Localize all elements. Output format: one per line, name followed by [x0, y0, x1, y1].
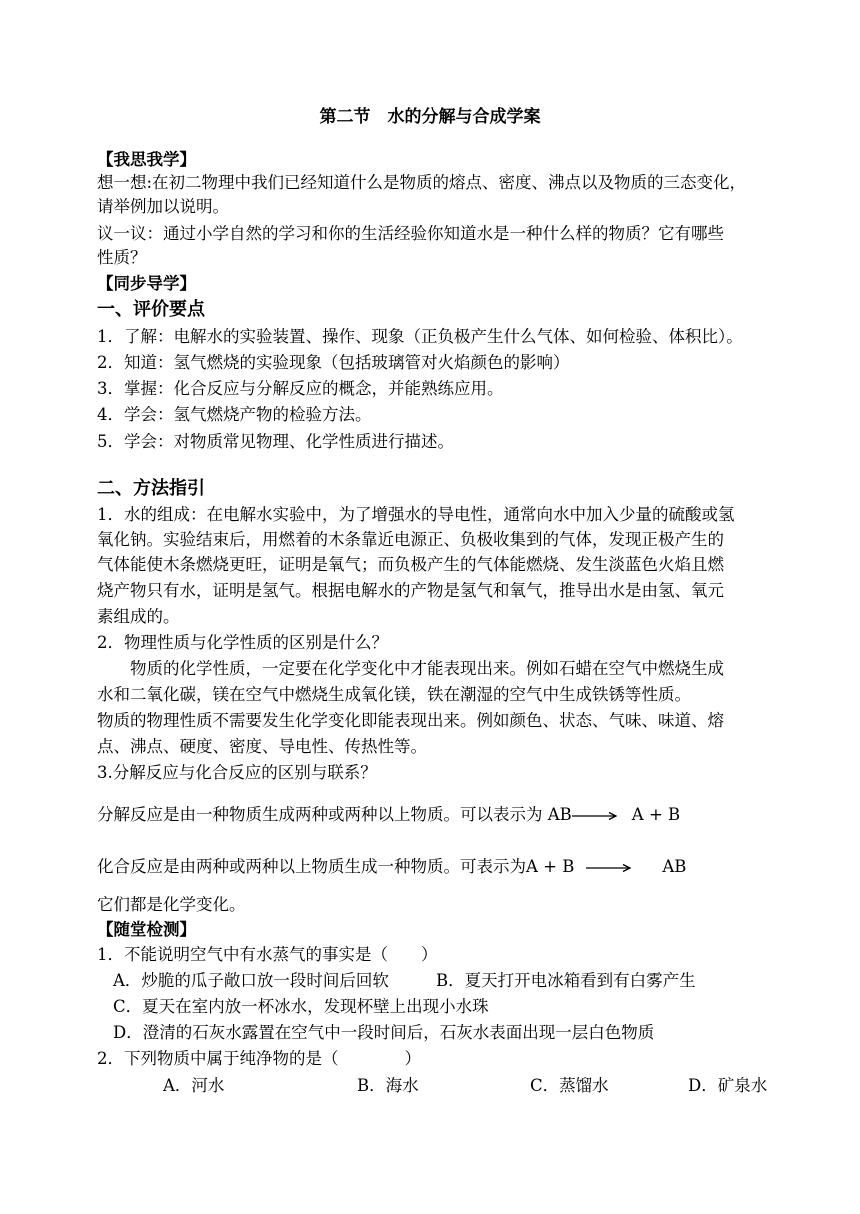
discuss-line-2: 性质？	[97, 248, 147, 267]
question-1: 1．不能说明空气中有水蒸气的事实是（ ）	[97, 945, 438, 964]
point-item: 3．掌握：化合反应与分解反应的概念，并能熟练应用。	[97, 379, 504, 398]
combination-text: 化合反应是由两种或两种以上物质生成一种物质。可表示为A + B	[97, 857, 575, 876]
question-2-option-d: D．矿泉水	[688, 1076, 768, 1095]
discuss-line-1: 议一议：通过小学自然的学习和你的生活经验你知道水是一种什么样的物质？它有哪些	[97, 224, 724, 243]
section-heading-guide: 【同步导学】	[97, 274, 196, 293]
think-line-2: 请举例加以说明。	[97, 197, 229, 216]
point-item: 2．知道：氢气燃烧的实验现象（包括玻璃管对火焰颜色的影响）	[97, 353, 570, 372]
decomposition-text: 分解反应是由一种物质生成两种或两种以上物质。可以表示为 AB	[97, 805, 572, 824]
method1-line: 气体能使木条燃烧更旺，证明是氧气；而负极产生的气体能燃烧、发生淡蓝色火焰且燃	[97, 555, 724, 574]
question-2-option-c: C．蒸馏水	[530, 1076, 609, 1095]
method2-line: 水和二氧化碳，镁在空气中燃烧生成氧化镁，铁在潮湿的空气中生成铁锈等性质。	[97, 685, 691, 704]
question-1-option-a: A．炒脆的瓜子敞口放一段时间后回软	[113, 971, 389, 990]
method1-line: 素组成的。	[97, 607, 180, 626]
method2-line: 物质的物理性质不需要发生化学变化即能表现出来。例如颜色、状态、气味、味道、熔	[97, 711, 724, 730]
section-heading-think: 【我思我学】	[97, 150, 196, 169]
method1-line: 氧化钠。实验结束后，用燃着的木条靠近电源正、负极收集到的气体，发现正极产生的	[97, 530, 724, 549]
combination-product: AB	[662, 857, 687, 876]
decomposition-line	[97, 803, 680, 827]
question-2-option-b: B．海水	[357, 1076, 419, 1095]
question-1-option-c: C．夏天在室内放一杯冰水，发现杯壁上出现小水珠	[113, 997, 489, 1016]
question-2-option-a: A．河水	[163, 1076, 225, 1095]
point-item: 1．了解：电解水的实验装置、操作、现象（正负极产生什么气体、如何检验、体积比）。	[97, 327, 743, 346]
method2-line: 点、沸点、硬度、密度、导电性、传热性等。	[97, 737, 427, 756]
both-chemical-change: 它们都是化学变化。	[97, 895, 246, 914]
reaction-arrow-icon	[572, 811, 618, 821]
method2-line: 物质的化学性质，一定要在化学变化中才能表现出来。例如石蜡在空气中燃烧生成	[97, 659, 724, 678]
point-item: 4．学会：氢气燃烧产物的检验方法。	[97, 405, 372, 424]
method1-line: 烧产物只有水，证明是氢气。根据电解水的产物是氢气和氧气，推导出水是由氢、氧元	[97, 581, 724, 600]
reaction-arrow-icon	[586, 863, 632, 873]
decomposition-products: A + B	[631, 805, 681, 824]
section-heading-test: 【随堂检测】	[97, 920, 196, 939]
point-item: 5．学会：对物质常见物理、化学性质进行描述。	[97, 432, 454, 451]
method2-question: 2．物理性质与化学性质的区别是什么？	[97, 633, 388, 652]
think-line-1: 想一想:在初二物理中我们已经知道什么是物质的熔点、密度、沸点以及物质的三态变化，	[97, 173, 747, 192]
question-2: 2．下列物质中属于纯净物的是（ ）	[97, 1049, 421, 1068]
part2-heading: 二、方法指引	[97, 478, 205, 499]
question-1-option-d: D．澄清的石灰水露置在空气中一段时间后，石灰水表面出现一层白色物质	[113, 1023, 655, 1042]
question-1-option-b: B．夏天打开电冰箱看到有白雾产生	[436, 971, 696, 990]
method3-question: 3.分解反应与化合反应的区别与联系？	[97, 763, 377, 782]
method1-line: 1．水的组成：在电解水实验中，为了增强水的导电性，通常向水中加入少量的硫酸或氢	[97, 505, 735, 524]
page-title: 第二节 水的分解与合成学案	[319, 107, 541, 127]
part1-heading: 一、评价要点	[97, 299, 205, 320]
combination-line	[97, 855, 686, 879]
